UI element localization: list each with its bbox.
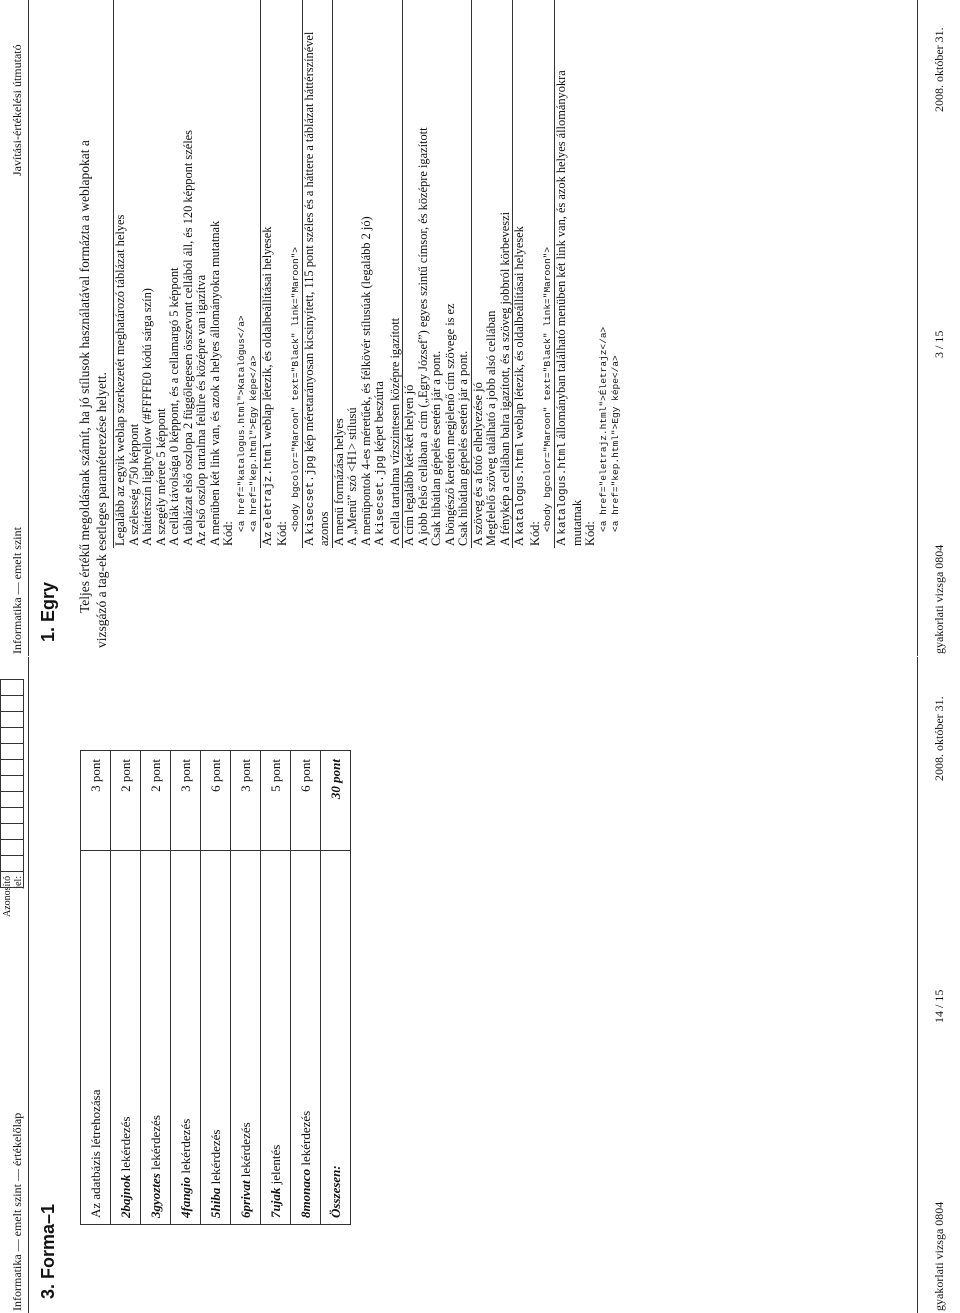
criterion-item [302, 0, 332, 548]
task-text: Az adatbázis létrehozása [87, 1089, 103, 1218]
task-keyword: 3gyoztes [147, 1173, 163, 1218]
code-row [290, 0, 303, 548]
id-box [0, 727, 24, 744]
code-label: Kód: [583, 521, 597, 546]
right-footer-page: 3 / 15 [932, 330, 946, 358]
right-footer [917, 0, 952, 656]
item-points [444, 0, 458, 28]
text-part: Legalább az egyik weblap szerkezetét meghatározó táblázat helyes [113, 214, 127, 546]
item-points [417, 0, 431, 28]
text-part: A menü formázása helyes [331, 418, 346, 546]
item-points [209, 0, 223, 28]
text-part: A cím legalább két-két helyen jó [402, 384, 416, 546]
code-label: Kód: [527, 521, 542, 546]
group-points [114, 0, 128, 28]
task-text: lekérdezés [117, 1116, 133, 1175]
criterion-text [141, 28, 155, 548]
code-label-row [529, 0, 543, 548]
criterion-text [128, 28, 142, 548]
id-box [0, 695, 24, 712]
item-points [499, 0, 513, 28]
group-points [471, 0, 485, 28]
text-part: Csak hibátlan gépelés esetén jár a pont. [456, 350, 470, 546]
text-part: Megfelelő szöveg található a jobb alsó cellában [484, 310, 498, 546]
item-points [195, 0, 209, 28]
code-row [248, 0, 261, 548]
id-box [0, 775, 24, 792]
score-task [141, 851, 171, 1225]
id-box [0, 839, 24, 856]
id-box [0, 807, 24, 824]
total-label: Összesen: [321, 851, 351, 1225]
item-points [430, 0, 444, 28]
text-part: weblap létezik, és oldalbeállításai helyesek [259, 226, 274, 443]
score-task [231, 851, 261, 1225]
text-part: A táblázat első oszlopa 2 függőlegesen összevont cellából áll, és 120 képpont széles [180, 130, 195, 546]
score-row [171, 751, 201, 1225]
code-row [236, 0, 248, 548]
criteria-table [113, 0, 622, 548]
id-box [0, 855, 24, 872]
text-part: A háttérszín lightyellow (#FFFFE0 kódú sárga szín) [140, 288, 154, 546]
item-points [457, 0, 471, 28]
criterion-item [360, 0, 374, 548]
id-box [0, 823, 24, 840]
filename: kisecset.jpg [304, 455, 317, 535]
code-label: Kód: [221, 521, 235, 546]
text-part: A [372, 534, 386, 546]
group-points [332, 0, 346, 28]
group-points [513, 0, 529, 28]
left-footer-page: 14 / 15 [932, 989, 946, 1023]
code-line: <a href="kep.html">Egy képe</a> [609, 355, 621, 532]
criterion-group-title [471, 0, 485, 548]
score-points: 3 pont [231, 751, 261, 851]
criterion-group-title [332, 0, 346, 548]
criterion-item [389, 0, 403, 548]
criterion-item [417, 0, 431, 548]
right-header-title: Informatika — emelt szint [10, 527, 24, 654]
score-row [201, 751, 231, 1225]
text-part: A szöveg és a fotó elhelyezése jó [470, 382, 485, 546]
criterion-text [485, 28, 499, 548]
criterion-text [513, 28, 529, 548]
text-part: Csak hibátlan gépelés esetén jár a pont. [429, 350, 443, 546]
criterion-text [403, 28, 417, 548]
task-keyword: 7ujak [267, 1187, 283, 1218]
criterion-item [155, 0, 169, 548]
item-points [346, 0, 360, 28]
code-label-spacer [222, 0, 236, 28]
id-box [0, 711, 24, 728]
code-label-spacer [276, 0, 290, 28]
total-points: 30 pont [321, 751, 351, 851]
item-points [373, 0, 389, 28]
task-text: lekérdezés [147, 1115, 163, 1174]
filename: katalogus.html [557, 442, 569, 535]
left-footer [917, 657, 952, 1313]
code-line: <a href="eletrajz.html">Életrajz</a> [597, 326, 609, 532]
code-label-row [222, 0, 236, 548]
text-part: A [512, 534, 526, 546]
score-task [291, 851, 321, 1225]
code-row [610, 0, 622, 548]
task-text: jelentés [267, 1144, 283, 1188]
code-line: <body bgcolor="Maroon" text="Black" link="Maroon"> [542, 246, 553, 532]
criterion-text [360, 28, 374, 548]
group-points [403, 0, 417, 28]
id-box [0, 743, 24, 760]
criterion-text [168, 28, 182, 548]
task-text: lekérdezés [177, 1118, 193, 1177]
text-part: A cella tartalma vízszintesen középre igazított [387, 317, 402, 546]
filename: eletrajz.html [262, 442, 275, 529]
section-title-forma1: 3. Forma–1 [38, 1203, 58, 1299]
text-part: A [301, 534, 316, 546]
criterion-text [389, 28, 403, 548]
task-keyword: 2bajnok [117, 1174, 133, 1218]
left-footer-date: 2008. október 31. [932, 696, 946, 781]
text-part: A „Menü” szó <H1> stílusú [345, 407, 359, 546]
score-row [81, 751, 111, 1225]
filename: kisecset.jpg [375, 455, 387, 535]
score-task [111, 851, 141, 1225]
id-box [0, 791, 24, 808]
text-part: Az első oszlop tartalma felülre és középre van igazítva [194, 274, 208, 546]
criterion-item [499, 0, 513, 548]
right-page [0, 0, 960, 656]
item-points [141, 0, 155, 28]
id-boxes [0, 679, 24, 887]
criterion-group-title [114, 0, 128, 548]
id-box [0, 679, 24, 696]
criterion-text [332, 28, 346, 548]
criterion-text [457, 28, 471, 548]
score-task [261, 851, 291, 1225]
text-part: kép méretarányosan kicsinyített, 115 pont széles és a háttere a táblázat háttérszínével azonos [301, 31, 331, 546]
code-label-row [276, 0, 290, 548]
criterion-text [155, 28, 169, 548]
right-footer-exam: gyakorlati vizsga 0804 [932, 544, 946, 654]
text-part: Az [259, 528, 274, 546]
right-header [0, 0, 29, 656]
criterion-text [555, 28, 585, 548]
criterion-item [555, 0, 585, 548]
criterion-item [430, 0, 444, 548]
code-label-row [584, 0, 598, 548]
criterion-group-title [260, 0, 276, 548]
text-part: A jobb felső cellában a cím („Egry József”) egyes szintű címsor, és középre igazított [415, 127, 430, 546]
score-row [231, 751, 261, 1225]
text-part: A szegély mérete 5 képpont [153, 408, 168, 546]
code-label: Kód: [275, 521, 289, 546]
text-part: A böngésző keretén megjelenő cím szövege is ez [442, 303, 457, 546]
text-part: állományban található menüben két link van, és azok helyes állományokra mutatnak [554, 70, 584, 546]
criterion-text [182, 28, 196, 548]
criterion-item [141, 0, 155, 548]
filename: katalogus.html [515, 442, 527, 535]
criterion-text [444, 28, 458, 548]
id-box [0, 871, 24, 888]
text-part: weblap létezik, és oldalbeállításai helyesek [512, 226, 526, 443]
task-keyword: 6privat [237, 1180, 253, 1218]
task-keyword: 4fangio [177, 1176, 193, 1218]
score-points: 2 pont [111, 751, 141, 851]
code-line: <a href="katalogus.html">Katalógus</a> [235, 315, 247, 532]
criterion-item [444, 0, 458, 548]
criterion-text [430, 28, 444, 548]
text-part: A szélesség 750 képpont [126, 423, 141, 546]
code-label-spacer [584, 0, 598, 28]
item-points [555, 0, 585, 28]
item-points [128, 0, 142, 28]
score-points: 3 pont [81, 751, 111, 851]
score-points: 2 pont [141, 751, 171, 851]
code-row [542, 0, 555, 548]
right-footer-date: 2008. október 31. [932, 27, 946, 112]
score-task [81, 851, 111, 1225]
criterion-item [195, 0, 209, 548]
criterion-text [114, 28, 128, 548]
criterion-text [499, 28, 513, 548]
id-label: Azonosító jel: [2, 875, 24, 917]
group-points [260, 0, 276, 28]
score-total-row [321, 751, 351, 1225]
text-part: képet beszúrta [372, 381, 386, 456]
code-line: <a href="kep.html">Egy képe</a> [247, 355, 259, 532]
left-footer-exam: gyakorlati vizsga 0804 [932, 1201, 946, 1311]
score-points: 5 pont [261, 751, 291, 851]
task-text: lekérdezés [237, 1122, 253, 1181]
intro-text: Teljes értékű megoldásnak számít, ha jó stílusok használatával formázta a weblapokat a vizsgázó a tag-ek esetleges paraméterezése helyett. [77, 140, 109, 648]
criterion-item [182, 0, 196, 548]
item-points [485, 0, 499, 28]
score-row [261, 751, 291, 1225]
criterion-item [457, 0, 471, 548]
criterion-text [346, 28, 360, 548]
criterion-item [209, 0, 223, 548]
criterion-text [417, 28, 431, 548]
left-header-title: Informatika — emelt szint — értékelőlap [10, 1112, 24, 1311]
score-points: 6 pont [291, 751, 321, 851]
score-task [201, 851, 231, 1225]
criterion-item [373, 0, 389, 548]
criterion-group-title [513, 0, 529, 548]
task-keyword: 5hiba [207, 1187, 223, 1218]
code-line: <body bgcolor="Maroon" text="Black" link="Maroon"> [289, 246, 301, 532]
score-row [141, 751, 171, 1225]
item-points [389, 0, 403, 28]
criterion-item [168, 0, 182, 548]
text-part: A cellák távolsága 0 képpont, és a cellamargó 5 képpont [167, 267, 181, 546]
task-text: lekérdezés [207, 1129, 223, 1188]
criterion-item [485, 0, 499, 548]
criterion-text [302, 28, 332, 548]
item-points [360, 0, 374, 28]
criterion-group-title [403, 0, 417, 548]
text-part: A menüben két link van, és azok a helyes állományokra mutatnak [207, 220, 222, 546]
score-row [291, 751, 321, 1225]
score-points: 6 pont [201, 751, 231, 851]
criterion-item [346, 0, 360, 548]
criterion-text [195, 28, 209, 548]
score-row [111, 751, 141, 1225]
score-points: 3 pont [171, 751, 201, 851]
criterion-text [260, 28, 276, 548]
criterion-text [471, 28, 485, 548]
task-keyword: 8monaco [297, 1168, 313, 1218]
code-label-spacer [529, 0, 543, 28]
score-task [171, 851, 201, 1225]
text-part: A menüpontok 4-es méretűek, és félkövér stílusúak (legalább 2 jó) [358, 216, 373, 546]
task-text: lekérdezés [297, 1110, 313, 1169]
criterion-text [209, 28, 223, 548]
item-points [155, 0, 169, 28]
code-row [598, 0, 610, 548]
item-points [302, 0, 332, 28]
id-box [0, 759, 24, 776]
right-header-guide: Javítási-értékelési útmutató [10, 44, 24, 176]
criterion-item [128, 0, 142, 548]
text-part: A fénykép a cellában balra igazított, és a szöveg jobbról körbeveszi [497, 211, 512, 546]
text-part: A [554, 534, 568, 546]
left-page [0, 657, 960, 1313]
item-points [182, 0, 196, 28]
section-title-egry: 1. Egry [38, 581, 58, 642]
criterion-text [373, 28, 389, 548]
item-points [168, 0, 182, 28]
left-header [0, 657, 29, 1313]
score-table [80, 750, 351, 1225]
